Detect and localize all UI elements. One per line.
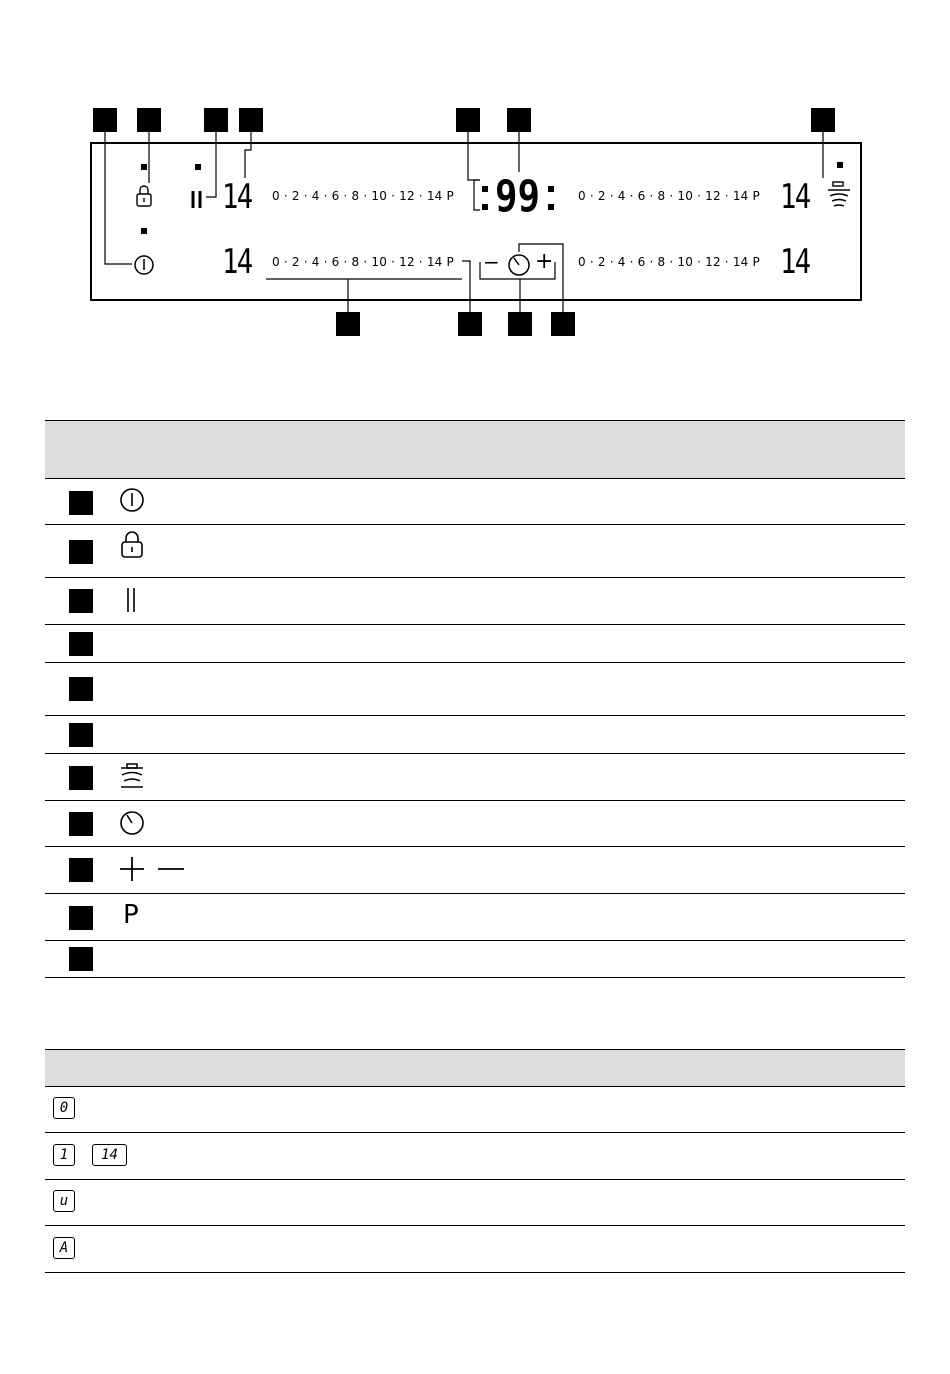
table-row [45, 941, 905, 978]
pause-icon [118, 586, 148, 616]
callout-marker [69, 723, 93, 747]
display-symbol: A [53, 1237, 75, 1259]
zone-display-front-right: 14 [780, 177, 810, 217]
hob-to-hood-icon [118, 762, 148, 792]
table-header [45, 420, 905, 479]
table-header [45, 1049, 905, 1087]
leader-lines [0, 0, 950, 350]
table-row [45, 479, 905, 525]
table-row [45, 801, 905, 847]
table-row [45, 663, 905, 716]
callout-marker [69, 677, 93, 701]
timer-icon [509, 255, 529, 275]
callout-marker [69, 589, 93, 613]
zone-display-front-left: 14 [222, 177, 252, 217]
table-row [45, 1087, 905, 1133]
p-icon: P [123, 900, 139, 930]
table-row [45, 625, 905, 663]
table-row [45, 716, 905, 754]
hob-to-hood-icon [828, 182, 850, 206]
table-row [45, 847, 905, 894]
indicator-dot [195, 164, 201, 170]
plus-minus-icon [118, 854, 188, 884]
timer-colon [548, 184, 554, 214]
display-symbol: 0 [53, 1097, 75, 1119]
panel-elements-table [45, 420, 905, 978]
lock-icon [118, 531, 148, 561]
table-row [45, 1133, 905, 1180]
callout-marker [69, 632, 93, 656]
pause-icon [193, 191, 200, 208]
display-symbol: 1 [53, 1144, 75, 1166]
callout-marker [69, 858, 93, 882]
timer-display: 99 [495, 171, 541, 222]
display-symbol: 14 [92, 1144, 127, 1166]
callout-marker [69, 491, 93, 515]
callout-marker [69, 766, 93, 790]
callout-marker [69, 812, 93, 836]
timer-plus-button[interactable]: + [535, 249, 554, 274]
control-panel-diagram [0, 0, 950, 350]
power-icon [118, 486, 148, 516]
callout-marker [69, 540, 93, 564]
power-icon [135, 256, 153, 274]
timer-colon-left [482, 184, 488, 214]
table-row [45, 754, 905, 801]
timer-minus-button[interactable]: − [483, 250, 500, 274]
heat-scale-front-right[interactable]: 0 · 2 · 4 · 6 · 8 · 10 · 12 · 14 P [578, 189, 760, 203]
indicator-dot [141, 228, 147, 234]
display-symbol: u [53, 1190, 75, 1212]
heat-scale-rear-left[interactable]: 0 · 2 · 4 · 6 · 8 · 10 · 12 · 14 P [272, 255, 454, 269]
table-row [45, 1226, 905, 1273]
indicator-dot [141, 164, 147, 170]
callout-marker [69, 906, 93, 930]
table-row [45, 894, 905, 941]
indicator-dot [837, 162, 843, 168]
table-row [45, 578, 905, 625]
callout-marker [69, 947, 93, 971]
heat-scale-rear-right[interactable]: 0 · 2 · 4 · 6 · 8 · 10 · 12 · 14 P [578, 255, 760, 269]
timer-icon [118, 808, 148, 838]
zone-display-rear-left: 14 [222, 242, 252, 282]
table-row [45, 1180, 905, 1226]
heat-scale-front-left[interactable]: 0 · 2 · 4 · 6 · 8 · 10 · 12 · 14 P [272, 189, 454, 203]
zone-display-rear-right: 14 [780, 242, 810, 282]
table-row [45, 525, 905, 578]
display-table [45, 1049, 905, 1273]
lock-icon [137, 186, 151, 206]
